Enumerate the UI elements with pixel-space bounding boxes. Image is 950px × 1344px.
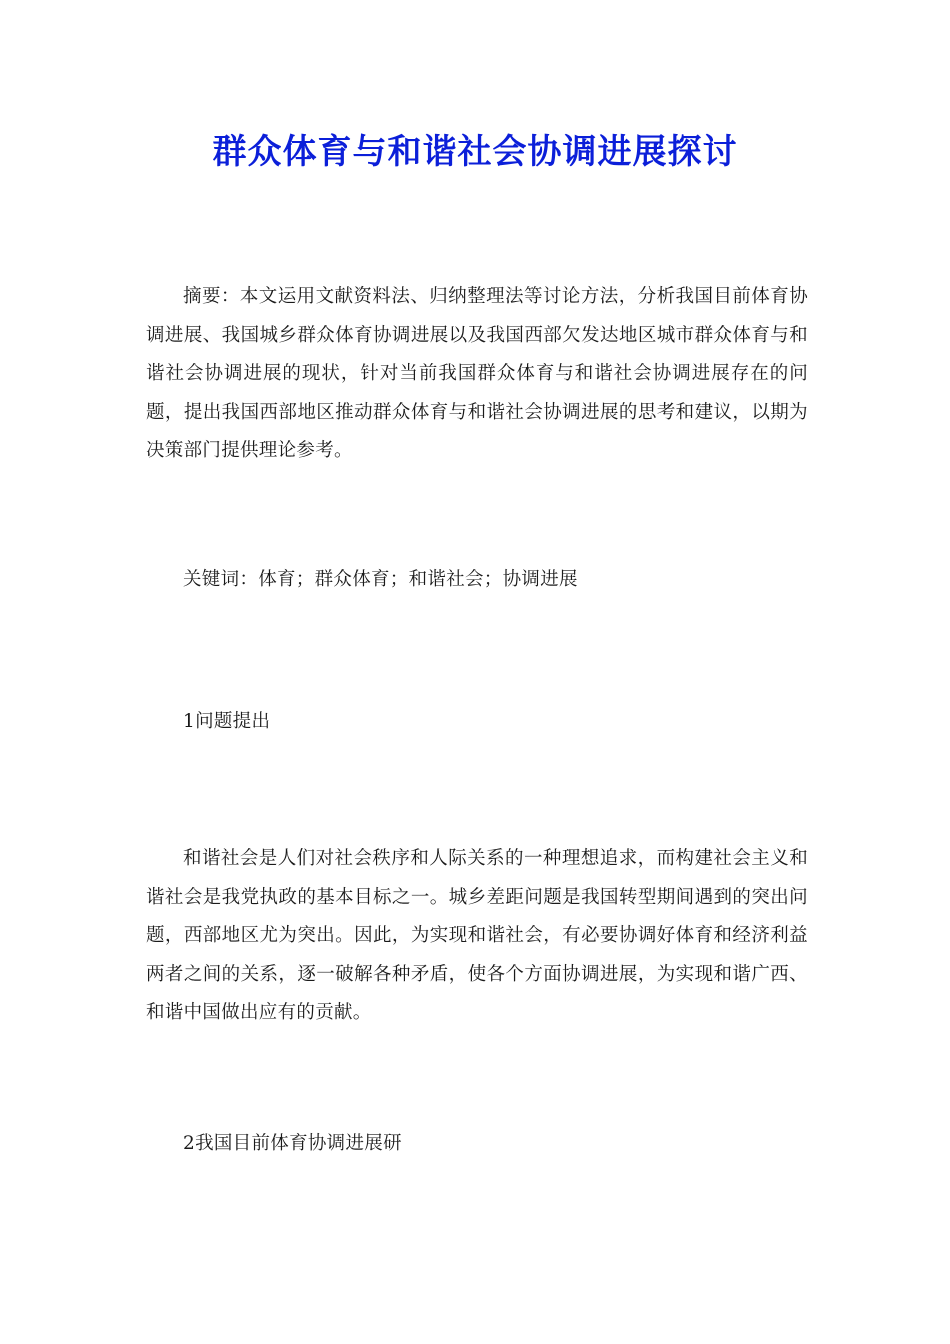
- abstract-paragraph: 摘要：本文运用文献资料法、归纳整理法等讨论方法，分析我国目前体育协调进展、我国城乡群众体育协调进展以及我国西部欠发达地区城市群众体育与和谐社会协调进展的现状，针对当前我国群众体育与和谐社会协调进展存在的问题，提出我国西部地区推动群众体育与和谐社会协调进展的思考和建议，以期为决策部门提供理论参考。: [146, 286, 808, 462]
- section-1-heading: 1问题提出: [183, 711, 271, 732]
- section-2-heading: 2我国目前体育协调进展研: [183, 1133, 402, 1154]
- section-1-body: 和谐社会是人们对社会秩序和人际关系的一种理想追求，而构建社会主义和谐社会是我党执政的基本目标之一。城乡差距问题是我国转型期间遇到的突出问题，西部地区尤为突出。因此，为实现和谐社会，有必要协调好体育和经济利益两者之间的关系，逐一破解各种矛盾，使各个方面协调进展，为实现和谐广西、和谐中国做出应有的贡献。: [146, 848, 808, 1024]
- document-title: 群众体育与和谐社会协调进展探讨: [212, 132, 738, 172]
- keywords-line: 关键词：体育；群众体育；和谐社会；协调进展: [183, 569, 578, 590]
